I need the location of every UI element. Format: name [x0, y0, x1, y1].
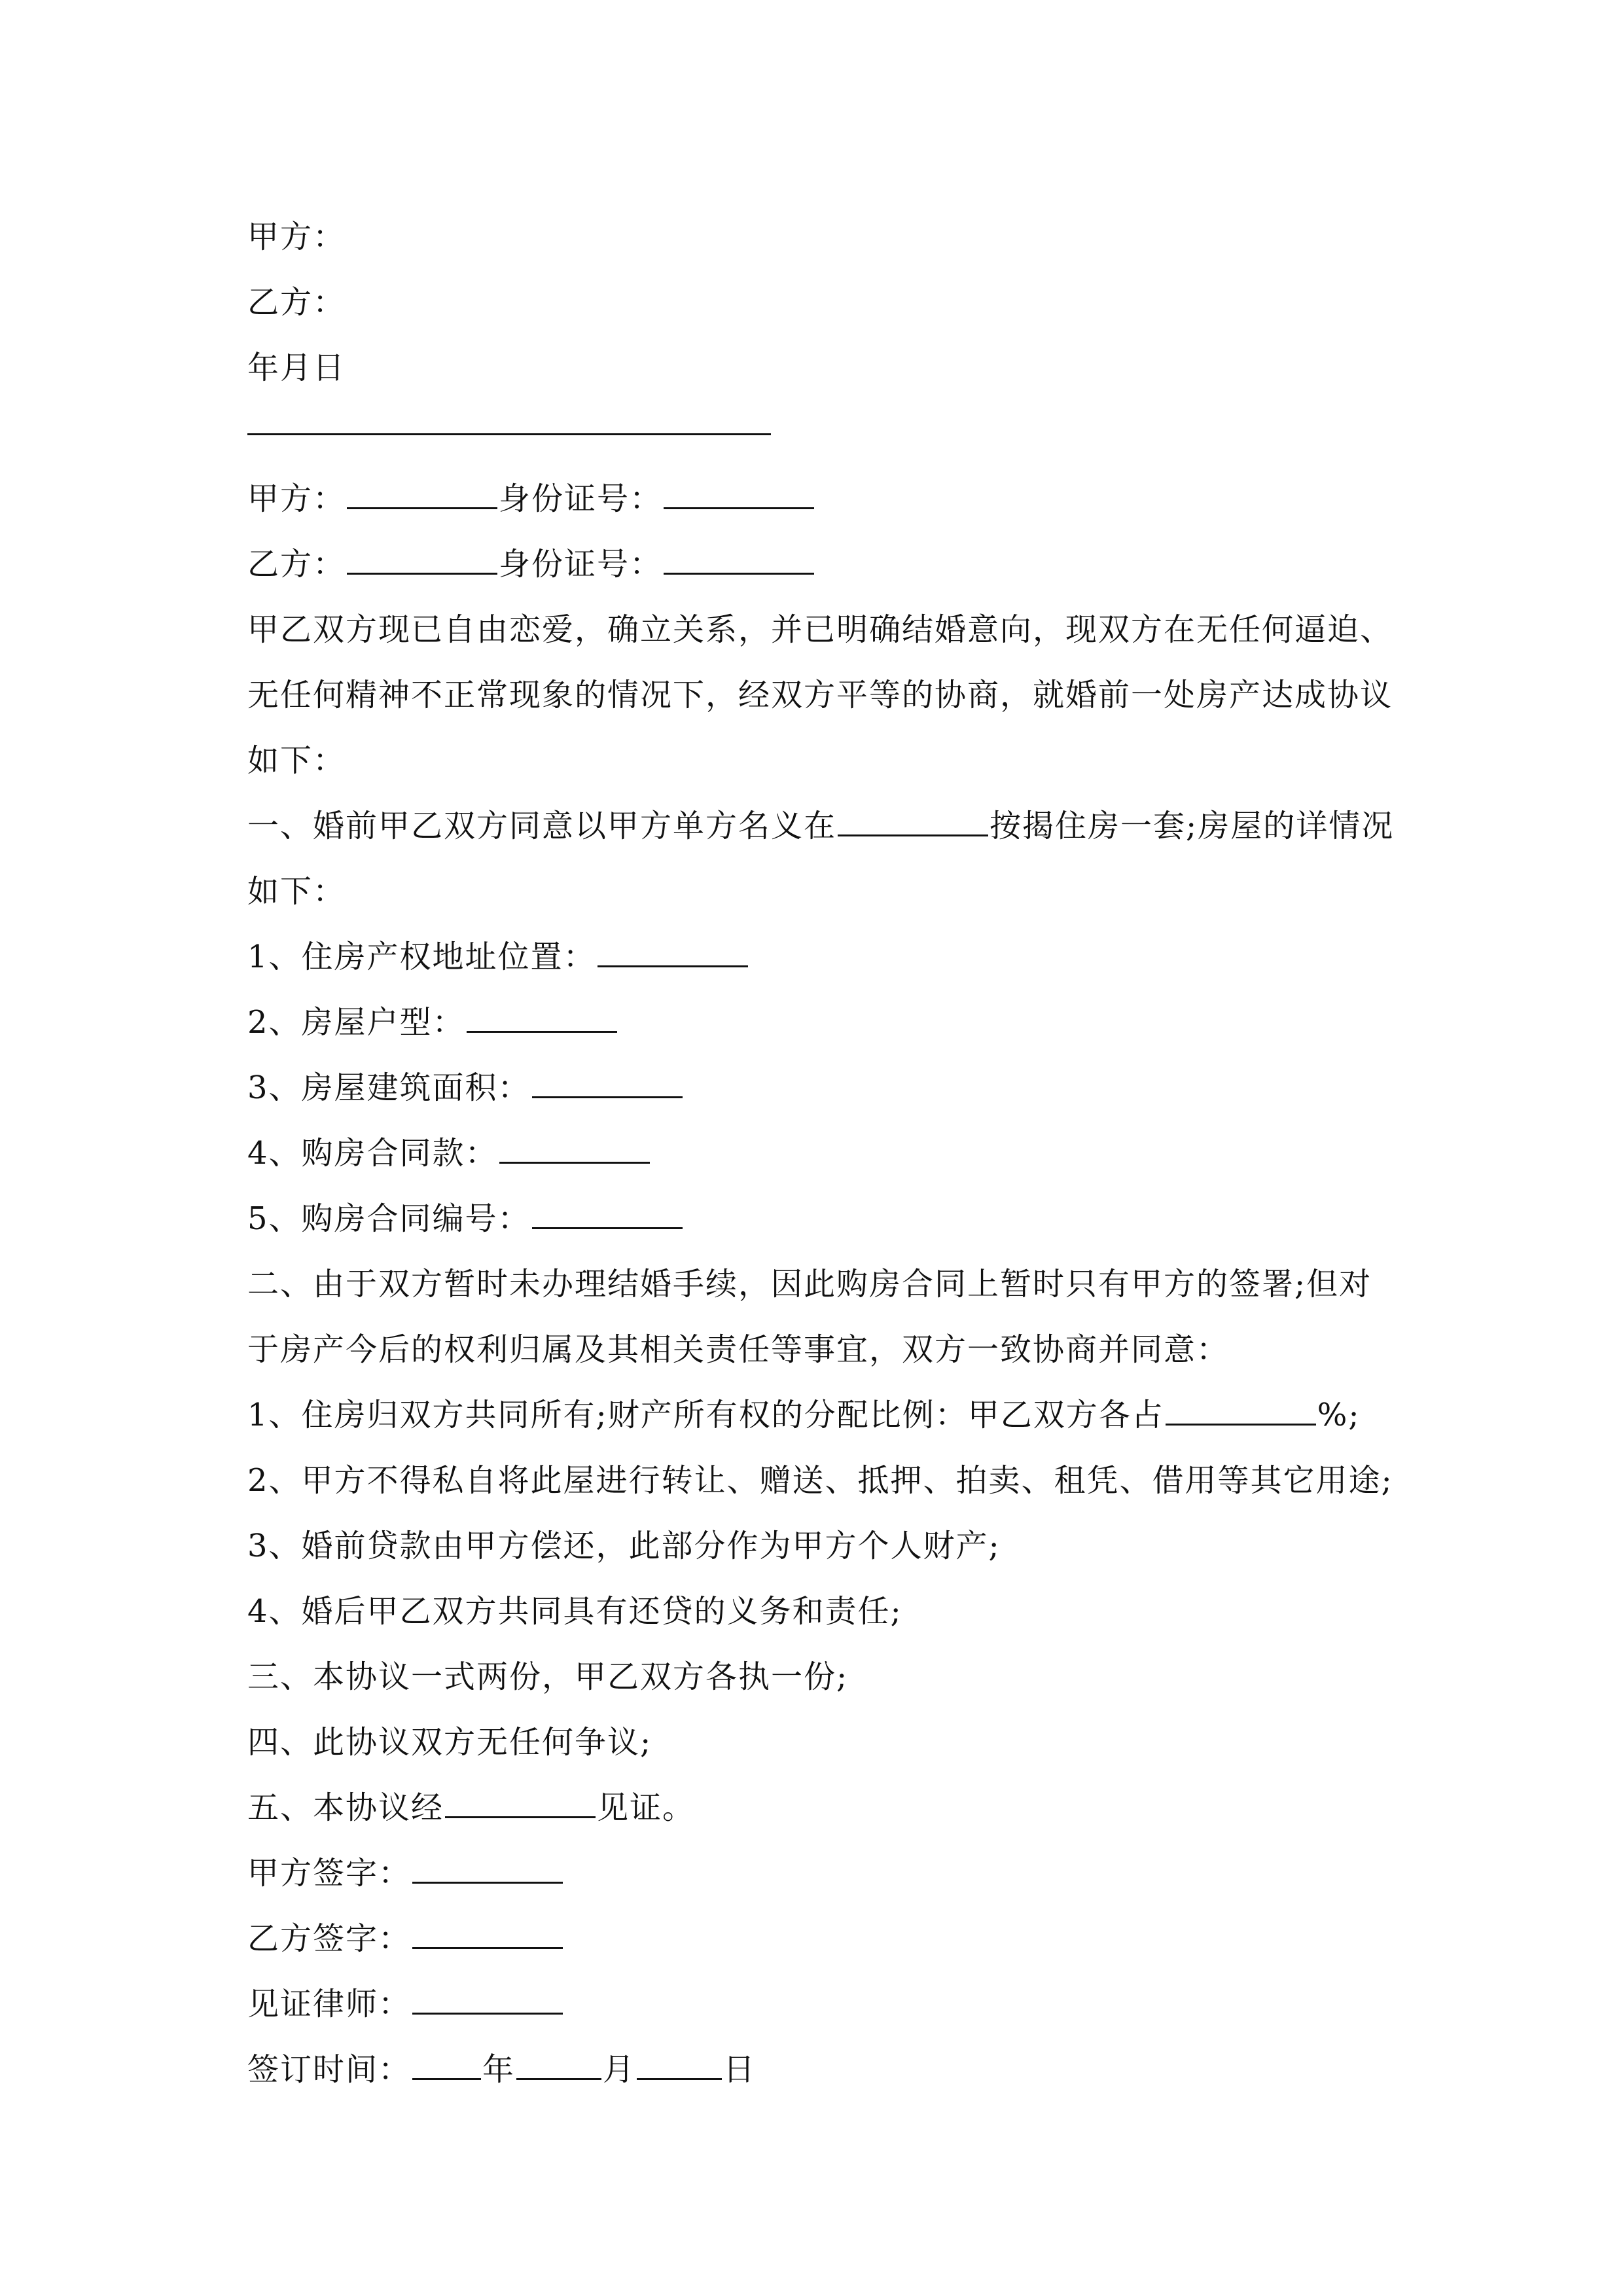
section-1-location-blank[interactable]	[838, 806, 988, 836]
month-label: 月	[603, 2051, 636, 2088]
party-b-signature-label: 乙方签字：	[247, 1920, 412, 1957]
intro-line-3: 如下：	[247, 742, 346, 779]
document-body	[247, 204, 1425, 2102]
house-address-blank[interactable]	[597, 937, 748, 967]
percent-sign: %;	[1317, 1397, 1361, 1433]
ownership-ratio-text: 1、住房归双方共同所有;财产所有权的分配比例：甲乙双方各占	[247, 1397, 1164, 1433]
party-b-id-blank[interactable]	[664, 544, 814, 575]
witness-blank[interactable]	[445, 1787, 596, 1818]
section-4-line: 四、此协议双方无任何争议;	[247, 1724, 652, 1761]
house-area-label: 3、房屋建筑面积：	[247, 1069, 531, 1106]
house-address-line	[247, 924, 1425, 990]
contract-number-line	[247, 1186, 1425, 1251]
section-1-line	[247, 793, 1425, 859]
post-marriage-loan-clause: 4、婚后甲乙双方共同具有还贷的义务和责任;	[247, 1593, 902, 1630]
ownership-ratio-blank[interactable]	[1166, 1395, 1316, 1426]
section-5-line	[247, 1775, 1425, 1840]
party-a-id-line	[247, 466, 1425, 531]
party-a-id-label: 身份证号：	[499, 480, 663, 517]
party-b-id-prefix: 乙方：	[247, 546, 346, 583]
section-1-continued: 如下：	[247, 873, 346, 910]
signing-day-blank[interactable]	[637, 2049, 722, 2080]
signing-date-line	[247, 2037, 1425, 2102]
section-3-line: 三、本协议一式两份，甲乙双方各执一份;	[247, 1659, 849, 1695]
section-5-text-a: 五、本协议经	[247, 1789, 444, 1826]
divider-bar	[247, 433, 771, 435]
intro-line-2: 无任何精神不正常现象的情况下，经双方平等的协商，就婚前一处房产达成协议	[247, 677, 1393, 713]
section-5-text-b: 见证。	[597, 1789, 696, 1826]
no-transfer-clause: 2、甲方不得私自将此屋进行转让、赠送、抵押、拍卖、租凭、借用等其它用途;	[247, 1462, 1393, 1499]
contract-number-label: 5、购房合同编号：	[247, 1200, 531, 1237]
contract-price-blank[interactable]	[499, 1133, 650, 1164]
house-area-line	[247, 1055, 1425, 1121]
ownership-ratio-line	[247, 1382, 1425, 1448]
contract-price-line	[247, 1121, 1425, 1186]
lawyer-signature-label: 见证律师：	[247, 1986, 412, 2022]
party-a-id-prefix: 甲方：	[247, 480, 346, 517]
party-a-signature-blank[interactable]	[412, 1853, 563, 1884]
section-1-text-a: 一、婚前甲乙双方同意以甲方单方名义在	[247, 808, 837, 844]
party-a-signature-label: 甲方签字：	[247, 1855, 412, 1892]
party-a-label: 甲方：	[247, 219, 346, 255]
intro-line-1: 甲乙双方现已自由恋爱，确立关系，并已明确结婚意向，现双方在无任何逼迫、	[247, 611, 1393, 648]
house-type-line	[247, 990, 1425, 1055]
date-line: 年月日	[247, 350, 346, 386]
party-b-signature-blank[interactable]	[412, 1918, 563, 1949]
signing-date-label: 签订时间：	[247, 2051, 412, 2088]
signing-month-blank[interactable]	[516, 2049, 601, 2080]
party-b-id-line	[247, 531, 1425, 597]
horizontal-divider	[247, 401, 1425, 466]
house-type-label: 2、房屋户型：	[247, 1004, 465, 1041]
house-area-blank[interactable]	[532, 1067, 683, 1098]
contract-number-blank[interactable]	[532, 1198, 683, 1229]
pre-marriage-loan-clause: 3、婚前贷款由甲方偿还，此部分作为甲方个人财产;	[247, 1528, 1001, 1564]
house-type-blank[interactable]	[467, 1002, 617, 1033]
day-label: 日	[723, 2051, 757, 2088]
party-a-id-blank[interactable]	[664, 478, 814, 509]
party-a-name-blank[interactable]	[347, 478, 497, 509]
lawyer-signature-blank[interactable]	[412, 1984, 563, 2015]
signing-year-blank[interactable]	[412, 2049, 481, 2080]
party-b-signature-line	[247, 1906, 1425, 1971]
party-a-signature-line	[247, 1840, 1425, 1906]
year-label: 年	[482, 2051, 516, 2088]
party-b-id-label: 身份证号：	[499, 546, 663, 583]
party-b-name-blank[interactable]	[347, 544, 497, 575]
section-2-line-2: 于房产今后的权利归属及其相关责任等事宜，双方一致协商并同意：	[247, 1331, 1230, 1368]
lawyer-signature-line	[247, 1971, 1425, 2037]
party-b-label: 乙方：	[247, 284, 346, 321]
section-2-line-1: 二、由于双方暂时未办理结婚手续，因此购房合同上暂时只有甲方的签署;但对	[247, 1266, 1372, 1302]
house-address-label: 1、住房产权地址位置：	[247, 939, 596, 975]
section-1-text-b: 按揭住房一套;房屋的详情况	[990, 808, 1395, 844]
contract-price-label: 4、购房合同款：	[247, 1135, 498, 1172]
